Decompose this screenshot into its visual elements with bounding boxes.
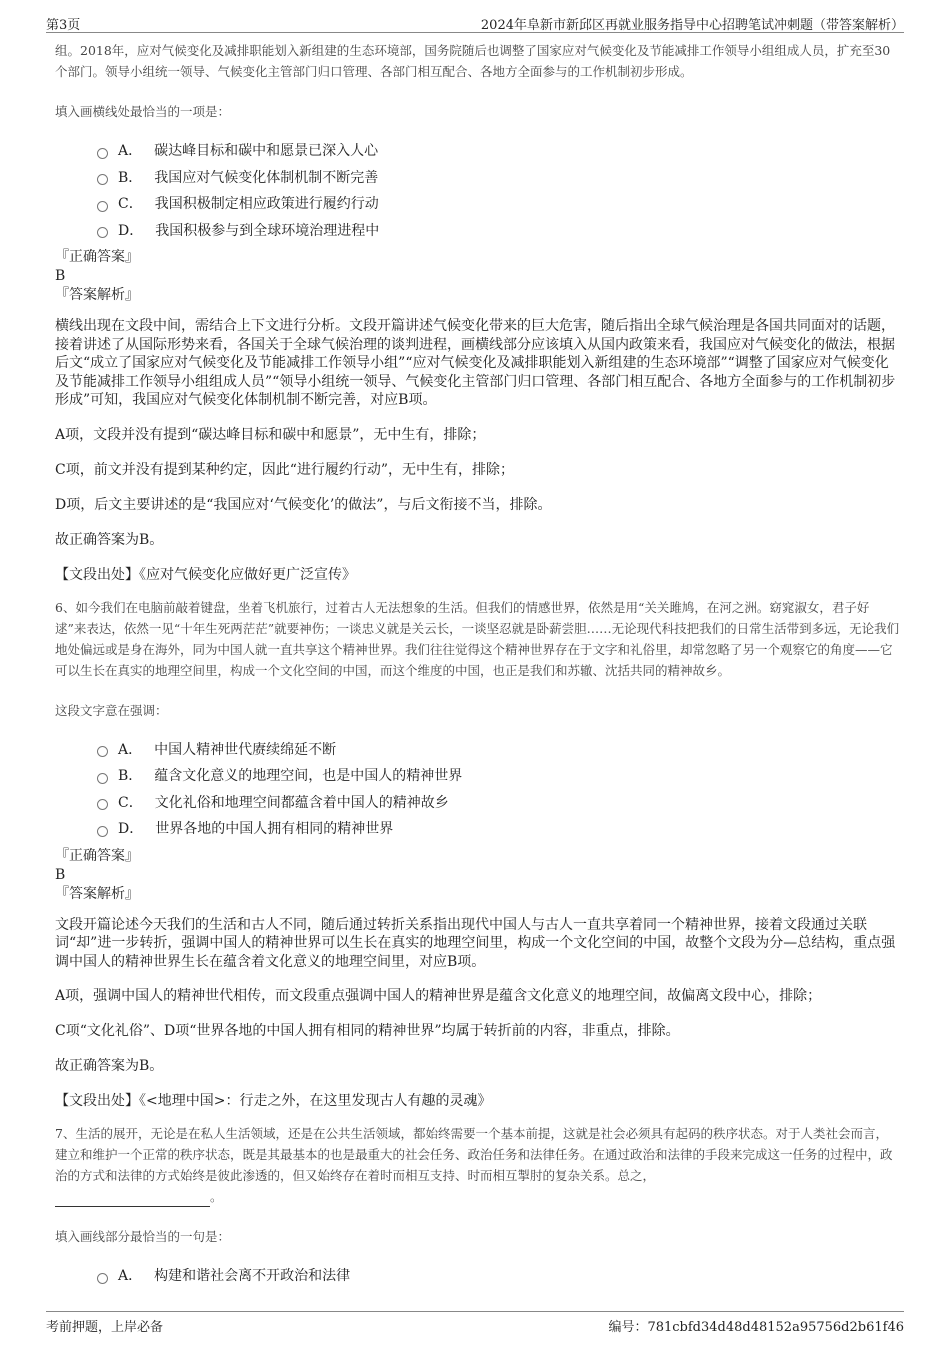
page-header — [46, 10, 904, 33]
q6-option-c[interactable]: C． 文化礼俗和地理空间都蕴含着中国人的精神故乡 — [97, 790, 900, 817]
q6-option-a[interactable]: A． 中国人精神世代赓续绵延不断 — [97, 737, 900, 764]
q6-option-d[interactable]: D． 世界各地的中国人拥有相同的精神世界 — [97, 816, 900, 843]
q6-options — [97, 737, 900, 843]
q6-prompt: 这段文字意在强调： — [55, 702, 168, 718]
page-footer — [46, 1311, 904, 1334]
q5-analysis-d: D项，后文主要讲述的是“我国应对‘气候变化’的做法”，与后文衔接不当，排除。 — [55, 496, 552, 513]
q5-option-a[interactable]: A． 碳达峰目标和碳中和愿景已深入人心 — [97, 138, 900, 165]
answer-blank — [55, 1192, 210, 1207]
q6-source: 【文段出处】《<地理中国>：行走之外，在这里发现古人有趣的灵魂》 — [55, 1093, 492, 1109]
radio-icon[interactable] — [97, 826, 108, 837]
q5-conclusion: 故正确答案为B。 — [55, 531, 164, 548]
q5-analysis-label: 『答案解析』 — [55, 287, 139, 303]
q5-analysis-c: C项，前文并没有提到某种约定，因此“进行履约行动”，无中生有，排除； — [55, 461, 515, 478]
q6-passage: 6、如今我们在电脑前敲着键盘，坐着飞机旅行，过着古人无法想象的生活。但我们的情感世界，依然是用“关关雎鸠，在河之洲。窈窕淑女，君子好逑”来表达，依然一见“十年生死两茫茫”就要神伤；一谈忠义就是关云长，一谈坚忍就是卧薪尝胆……无论现代科技把我们的日常生活带到多远，无论我们地处偏远或是身在海外，同为中国人就一直共享这个精神世界。我们往往觉得这个精神世界存在于文字和礼俗里，却常忽略了另一个观察它的角度——它可以生长在真实的地理空间里，构成一个文化空间的中国，而这个维度的中国，也正是我们和苏辙、沈括共同的精神故乡。 — [55, 599, 900, 678]
radio-icon[interactable] — [97, 148, 108, 159]
q7-options — [97, 1263, 900, 1290]
q5-option-b[interactable]: B． 我国应对气候变化体制机制不断完善 — [97, 165, 900, 192]
q6-analysis-main: 文段开篇论述今天我们的生活和古人不同，随后通过转折关系指出现代中国人与古人一直共享着同一个精神世界，接着文段通过关联词“却”进一步转折，强调中国人的精神世界可以生长在真实的地理空间里，构成一个文化空间的中国，故整个文段为分—总结构，重点强调中国人的精神世界生长在蕴含着文化意义的地理空间里，对应B项。 — [55, 916, 896, 970]
q5-options — [97, 138, 900, 244]
q5-analysis-a: A项，文段并没有提到“碳达峰目标和碳中和愿景”，无中生有，排除； — [55, 426, 486, 443]
q7-prompt: 填入画线部分最恰当的一句是： — [55, 1229, 231, 1244]
q5-prompt: 填入画横线处最恰当的一项是： — [55, 104, 231, 119]
radio-icon[interactable] — [97, 1273, 108, 1284]
radio-icon[interactable] — [97, 773, 108, 784]
q6-answer: B — [55, 866, 66, 883]
q6-option-b[interactable]: B． 蕴含文化意义的地理空间，也是中国人的精神世界 — [97, 763, 900, 790]
q7-option-a[interactable]: A． 构建和谐社会离不开政治和法律 — [97, 1263, 900, 1290]
q5-source: 【文段出处】《应对气候变化应做好更广泛宣传》 — [55, 566, 356, 583]
page-number: 第3页 — [46, 18, 81, 33]
footer-slogan: 考前押题，上岸必备 — [46, 1320, 164, 1335]
q7-passage: 7、生活的展开，无论是在私人生活领域，还是在公共生活领域，都始终需要一个基本前提，这就是社会必须具有起码的秩序状态。对于人类社会而言，建立和维护一个正常的秩序状态，既是其最基本的也是最重大的社会任务、政治任务和法律任务。在通过政治和法律的手段来完成这一任务的过程中，政治的方式和法律的方式始终是彼此渗透的，但又始终存在着时而相互支持、时而相互掣肘的复杂关系。总之， 。 — [55, 1123, 900, 1207]
radio-icon[interactable] — [97, 746, 108, 757]
q5-answer: B — [55, 268, 66, 284]
q5-passage: 组。2018年，应对气候变化及减排职能划入新组建的生态环境部，国务院随后也调整了国家应对气候变化及节能减排工作领导小组组成人员，扩充至30个部门。领导小组统一领导、气候变化主管部门归口管理、各部门相互配合、各地方全面参与的工作机制初步形成。 — [55, 43, 891, 79]
q6-analysis-cd: C项“文化礼俗”、D项“世界各地的中国人拥有相同的精神世界”均属于转折前的内容，非重点，排除。 — [55, 1023, 680, 1039]
q5-option-c[interactable]: C． 我国积极制定相应政策进行履约行动 — [97, 191, 900, 218]
radio-icon[interactable] — [97, 227, 108, 238]
q5-option-d[interactable]: D． 我国积极参与到全球环境治理进程中 — [97, 218, 900, 245]
q6-analysis-label: 『答案解析』 — [55, 885, 139, 902]
radio-icon[interactable] — [97, 201, 108, 212]
document-title: 2024年阜新市新邱区再就业服务指导中心招聘笔试冲刺题（带答案解析） — [480, 18, 904, 33]
document-id: 编号：781cbfd34d48d48152a95756d2b61f46 — [608, 1320, 904, 1335]
q5-answer-label: 『正确答案』 — [55, 249, 139, 265]
radio-icon[interactable] — [97, 174, 108, 185]
radio-icon[interactable] — [97, 799, 108, 810]
page-content — [55, 40, 900, 1290]
q6-analysis-a: A项，强调中国人的精神世代相传，而文段重点强调中国人的精神世界是蕴含文化意义的地理空间，故偏离文段中心，排除； — [55, 988, 822, 1004]
q6-conclusion: 故正确答案为B。 — [55, 1058, 164, 1074]
q5-analysis-main: 横线出现在文段中间，需结合上下文进行分析。文段开篇讲述气候变化带来的巨大危害，随后指出全球气候治理是各国共同面对的话题，接着讲述了从国际形势来看，各国关于全球气候治理的谈判进程，画横线部分应该填入从国内政策来看，我国应对气候变化的做法，根据后文“成立了国家应对气候变化及节能减排工作领导小组”“应对气候变化及减排职能划入新组建的生态环境部”“调整了国家应对气候变化及节能减排工作领导小组组成人员”“领导小组统一领导、气候变化主管部门归口管理、各部门相互配合、各地方全面参与的工作机制初步形成”可知，我国应对气候变化体制机制不断完善，对应B项。 — [55, 318, 896, 408]
q6-answer-label: 『正确答案』 — [55, 847, 139, 864]
